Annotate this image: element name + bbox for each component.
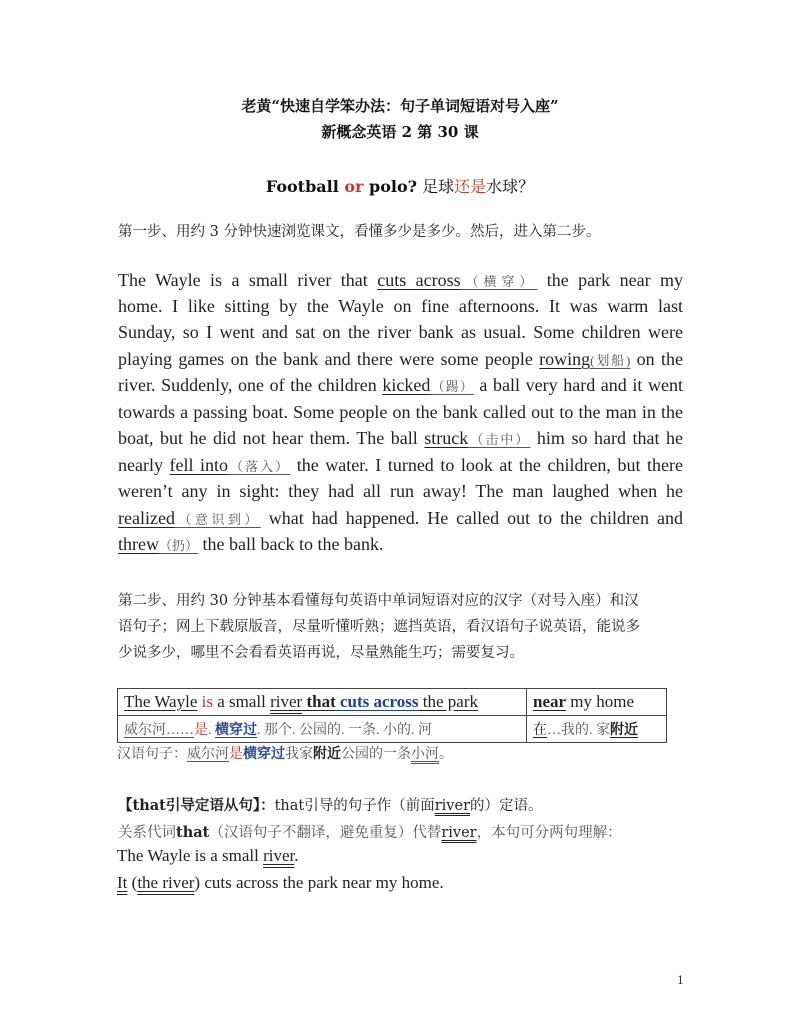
passage-line-1 bbox=[118, 270, 683, 291]
lesson-number: 新概念英语 2 第 30 课 bbox=[321, 123, 479, 141]
grammar-keyword: that bbox=[176, 824, 210, 841]
example-text: ( bbox=[127, 873, 138, 892]
vocab-word: threw bbox=[118, 534, 159, 554]
table-row-chinese bbox=[118, 716, 667, 743]
text: what had happened. He called out to the children and bbox=[260, 508, 683, 528]
example-text: . bbox=[294, 846, 299, 865]
vocab-gloss: （横穿） bbox=[460, 274, 538, 289]
passage-line-6: towards a passing boat. Some people on the bank called out to the man in the bbox=[118, 402, 683, 422]
cn-verb: 是 bbox=[194, 723, 208, 738]
cn-part: 附近 bbox=[313, 746, 341, 762]
example-sentence-1 bbox=[117, 846, 299, 866]
vocab-gloss: （意识到） bbox=[174, 512, 261, 527]
title-cn-2: 水球？ bbox=[486, 177, 535, 196]
vocab-gloss: （落入） bbox=[228, 459, 291, 474]
cn-subject: 威尔河…… bbox=[124, 723, 194, 738]
en-relative: that bbox=[302, 692, 336, 711]
en-text: a small bbox=[212, 692, 271, 711]
cn-part: 公园的一条 bbox=[341, 746, 411, 762]
text: the park near my bbox=[537, 270, 683, 290]
passage-line-4 bbox=[118, 349, 683, 370]
lesson-title bbox=[0, 174, 800, 197]
page-number: 1 bbox=[677, 974, 684, 987]
title-en-or: or bbox=[344, 177, 364, 196]
title-cn-1: 足球 bbox=[417, 177, 455, 196]
page-title: 老黄“快速自学笨办法：句子单词短语对号入座” bbox=[241, 97, 559, 115]
passage-line-3: Sunday, so I went and sat on the river bank as usual. Some children were bbox=[118, 322, 683, 342]
table-cell bbox=[118, 689, 527, 716]
text: nearly bbox=[118, 455, 170, 475]
en-text: my home bbox=[566, 692, 635, 711]
en-verb: is bbox=[197, 692, 213, 711]
text: a ball very hard and it went bbox=[473, 375, 683, 395]
cn-part: 小河 bbox=[411, 746, 439, 762]
table-cell bbox=[527, 689, 667, 716]
cn-text: …我的. 家 bbox=[547, 723, 610, 738]
example-keyword: It bbox=[117, 873, 128, 892]
step1-instruction: 第一步、用约 3 分钟快速浏览课文，看懂多少是多少。然后，进入第二步。 bbox=[118, 224, 601, 240]
vocab-gloss: （踢） bbox=[430, 379, 474, 394]
grammar-text: （汉语句子不翻译，避免重复）代替 bbox=[209, 825, 442, 841]
cn-part: 威尔河 bbox=[187, 746, 229, 762]
passage-line-11 bbox=[118, 534, 683, 555]
en-object: the park bbox=[418, 692, 479, 711]
cn-part: 。 bbox=[439, 746, 453, 762]
table-cell bbox=[527, 716, 667, 743]
vocab-gloss: （击中） bbox=[468, 432, 531, 447]
grammar-keyword: river bbox=[441, 825, 477, 841]
cn-phrase: 横穿过 bbox=[215, 723, 257, 738]
passage-line-5 bbox=[118, 375, 683, 396]
grammar-title: 【that引导定语从句】： bbox=[118, 797, 275, 814]
vocab-gloss: (划船) bbox=[590, 353, 631, 368]
vocab-word: fell into bbox=[169, 455, 229, 475]
cn-text: . bbox=[208, 723, 215, 738]
text: playing games on the bank and there were some people bbox=[118, 349, 540, 369]
step2-line-1: 第二步、用约 30 分钟基本看懂每句英语中单词短语对应的汉字（对号入座）和汉 bbox=[118, 593, 639, 609]
example-sentence-2 bbox=[117, 873, 444, 893]
table-row-english bbox=[118, 689, 667, 716]
text: on the bbox=[630, 349, 683, 369]
cn-text: . 那个. 公园的. 一条. 小的. 河 bbox=[257, 723, 432, 738]
text: the ball back to the bank. bbox=[198, 534, 384, 554]
en-near: near bbox=[533, 692, 567, 711]
title-en-2: polo? bbox=[363, 177, 418, 196]
en-noun: river bbox=[270, 692, 303, 711]
grammar-text: 关系代词 bbox=[118, 825, 176, 841]
text: the water. I turned to look at the children, but there bbox=[290, 455, 683, 475]
text: The Wayle is a small river that bbox=[118, 270, 378, 290]
text: boat, but he did not hear them. The ball bbox=[118, 428, 425, 448]
example-text: ) cuts across the park near my home. bbox=[194, 873, 444, 892]
title-cn-or: 还是 bbox=[454, 177, 487, 196]
vocab-word: struck bbox=[424, 428, 469, 448]
passage-line-7 bbox=[118, 428, 683, 449]
example-keyword: river bbox=[263, 846, 295, 865]
example-keyword: the river bbox=[137, 873, 195, 892]
grammar-keyword: river bbox=[434, 798, 471, 814]
en-phrase: cuts across bbox=[335, 692, 419, 711]
vocab-gloss: （扔） bbox=[158, 538, 198, 553]
vocab-word: realized bbox=[118, 508, 175, 528]
vocab-word: kicked bbox=[382, 375, 431, 395]
passage-line-8 bbox=[118, 455, 683, 476]
cn-part: 是 bbox=[229, 746, 243, 762]
grammar-text: ，本句可分两句理解： bbox=[476, 825, 622, 841]
cn-part: 我家 bbox=[285, 746, 313, 762]
grammar-heading bbox=[118, 794, 543, 815]
grammar-text: 的）定语。 bbox=[470, 798, 543, 814]
cn-part: 横穿过 bbox=[243, 746, 285, 762]
passage-line-2: home. I like sitting by the Wayle on fine afternoons. It was warm last bbox=[118, 296, 683, 316]
cn-near-2: 附近 bbox=[610, 723, 638, 738]
text: river. Suddenly, one of the children bbox=[118, 375, 383, 395]
en-subject: The Wayle bbox=[124, 692, 198, 711]
vocab-word: rowing bbox=[539, 349, 591, 369]
title-en-1: Football bbox=[265, 177, 345, 196]
example-text: The Wayle is a small bbox=[117, 846, 264, 865]
chinese-sentence bbox=[117, 743, 453, 763]
step2-line-3: 少说多少，哪里不会看看英语再说，尽量熟能生巧；需要复习。 bbox=[118, 645, 524, 661]
grammar-line-2 bbox=[118, 821, 622, 842]
correspondence-table bbox=[117, 688, 667, 743]
step2-line-2: 语句子；网上下载原版音，尽量听懂听熟；遮挡英语，看汉语句子说英语，能说多 bbox=[118, 619, 640, 635]
text: him so hard that he bbox=[530, 428, 683, 448]
cn-label: 汉语句子： bbox=[117, 746, 187, 762]
cn-near-1: 在 bbox=[533, 723, 547, 738]
vocab-word: cuts across bbox=[377, 270, 461, 290]
passage-line-10 bbox=[118, 508, 683, 529]
table-cell bbox=[118, 716, 527, 743]
passage-line-9: weren’t any in sight: they had all run away! The man laughed when he bbox=[118, 481, 683, 501]
grammar-text: that引导的句子作（前面 bbox=[274, 798, 435, 814]
